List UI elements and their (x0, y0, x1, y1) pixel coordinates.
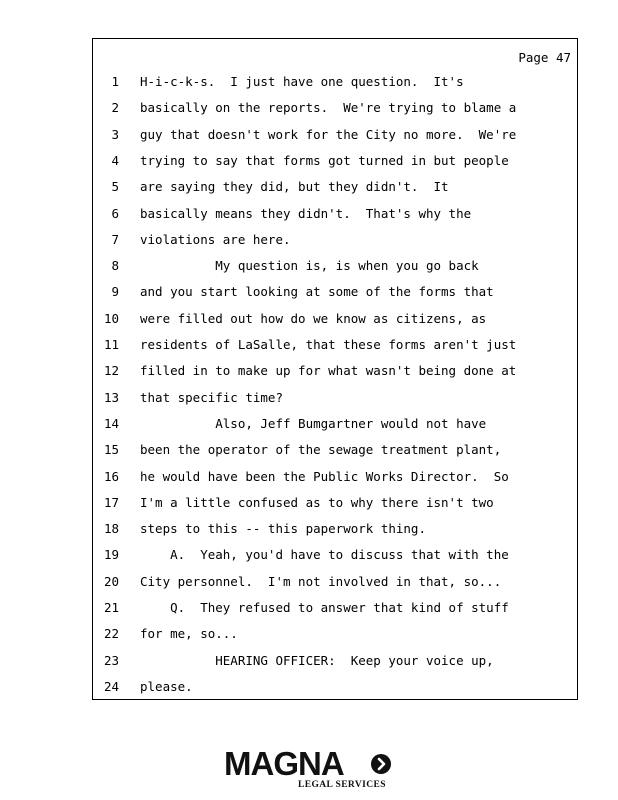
line-number: 14 (103, 415, 119, 431)
line-number: 17 (103, 494, 119, 510)
transcript-line (93, 126, 577, 144)
line-number: 11 (103, 337, 119, 352)
line-text: basically on the reports. We're trying to blame a (140, 100, 517, 116)
line-text: filled in to make up for what wasn't being done at (140, 363, 517, 379)
transcript-line (93, 494, 577, 512)
line-number: 22 (103, 626, 119, 642)
line-text: he would have been the Public Works Director. So (140, 468, 509, 484)
transcript-line (93, 415, 577, 433)
line-number: 7 (111, 231, 119, 247)
transcript-line (93, 73, 577, 91)
transcript-line (93, 362, 577, 380)
transcript-line (93, 178, 577, 196)
transcript-line (93, 152, 577, 170)
page-number: Page 47 (518, 50, 571, 65)
transcript-line (93, 389, 577, 407)
line-text: that specific time? (140, 389, 283, 405)
line-number: 13 (103, 389, 119, 405)
line-number: 3 (111, 126, 119, 142)
line-text: please. (140, 678, 193, 694)
line-text: City personnel. I'm not involved in that, so... (140, 573, 502, 589)
line-text: are saying they did, but they didn't. It (140, 179, 449, 195)
line-number: 21 (103, 600, 119, 615)
transcript-page (92, 38, 578, 700)
chevron-right-circle-icon (371, 754, 391, 774)
transcript-line (93, 599, 577, 617)
line-text: for me, so... (140, 626, 238, 642)
transcript-line (93, 678, 577, 696)
line-text: I'm a little confused as to why there isn't two (140, 494, 494, 510)
line-number: 8 (111, 258, 119, 274)
logo-wordmark: MAGNA (224, 745, 344, 782)
line-number: 24 (103, 678, 119, 694)
transcript-line (93, 468, 577, 486)
line-number: 18 (103, 521, 119, 537)
line-text: residents of LaSalle, that these forms aren't just (140, 337, 517, 352)
transcript-line (93, 441, 577, 459)
line-text: Also, Jeff Bumgartner would not have (140, 415, 487, 431)
transcript-line (93, 625, 577, 643)
line-text: and you start looking at some of the forms that (140, 284, 494, 300)
line-text: steps to this -- this paperwork thing. (140, 521, 426, 537)
line-number: 2 (111, 100, 119, 116)
transcript-line (93, 310, 577, 328)
line-text: basically means they didn't. That's why the (140, 205, 472, 221)
line-text: H-i-c-k-s. I just have one question. It's (140, 74, 464, 89)
transcript-line (93, 257, 577, 275)
line-text: Q. They refused to answer that kind of stuff (140, 600, 509, 615)
line-number: 15 (103, 442, 119, 458)
transcript-line (93, 336, 577, 354)
transcript-line (93, 652, 577, 670)
line-text: violations are here. (140, 231, 291, 247)
line-number: 4 (111, 152, 119, 168)
line-text: HEARING OFFICER: Keep your voice up, (140, 652, 494, 668)
line-number: 5 (111, 179, 119, 195)
line-number: 1 (111, 74, 119, 89)
line-number: 16 (103, 468, 119, 484)
line-text: trying to say that forms got turned in but people (140, 152, 509, 168)
transcript-line (93, 520, 577, 538)
transcript-line (93, 99, 577, 117)
line-number: 20 (103, 573, 119, 589)
transcript-line (93, 205, 577, 223)
line-number: 12 (103, 363, 119, 379)
magna-logo (224, 746, 404, 794)
line-number: 9 (111, 284, 119, 300)
line-text: guy that doesn't work for the City no more. We're (140, 126, 517, 142)
line-text: My question is, is when you go back (140, 258, 479, 274)
line-text: A. Yeah, you'd have to discuss that with the (140, 547, 509, 563)
line-number: 23 (103, 652, 119, 668)
line-text: were filled out how do we know as citizens, as (140, 310, 487, 326)
transcript-line (93, 231, 577, 249)
line-number: 6 (111, 205, 119, 221)
line-number: 19 (103, 547, 119, 563)
transcript-line (93, 573, 577, 591)
transcript-line (93, 546, 577, 564)
logo-subtitle: LEGAL SERVICES (298, 780, 386, 790)
line-text: been the operator of the sewage treatment plant, (140, 442, 502, 458)
transcript-line (93, 283, 577, 301)
line-number: 10 (103, 310, 119, 326)
